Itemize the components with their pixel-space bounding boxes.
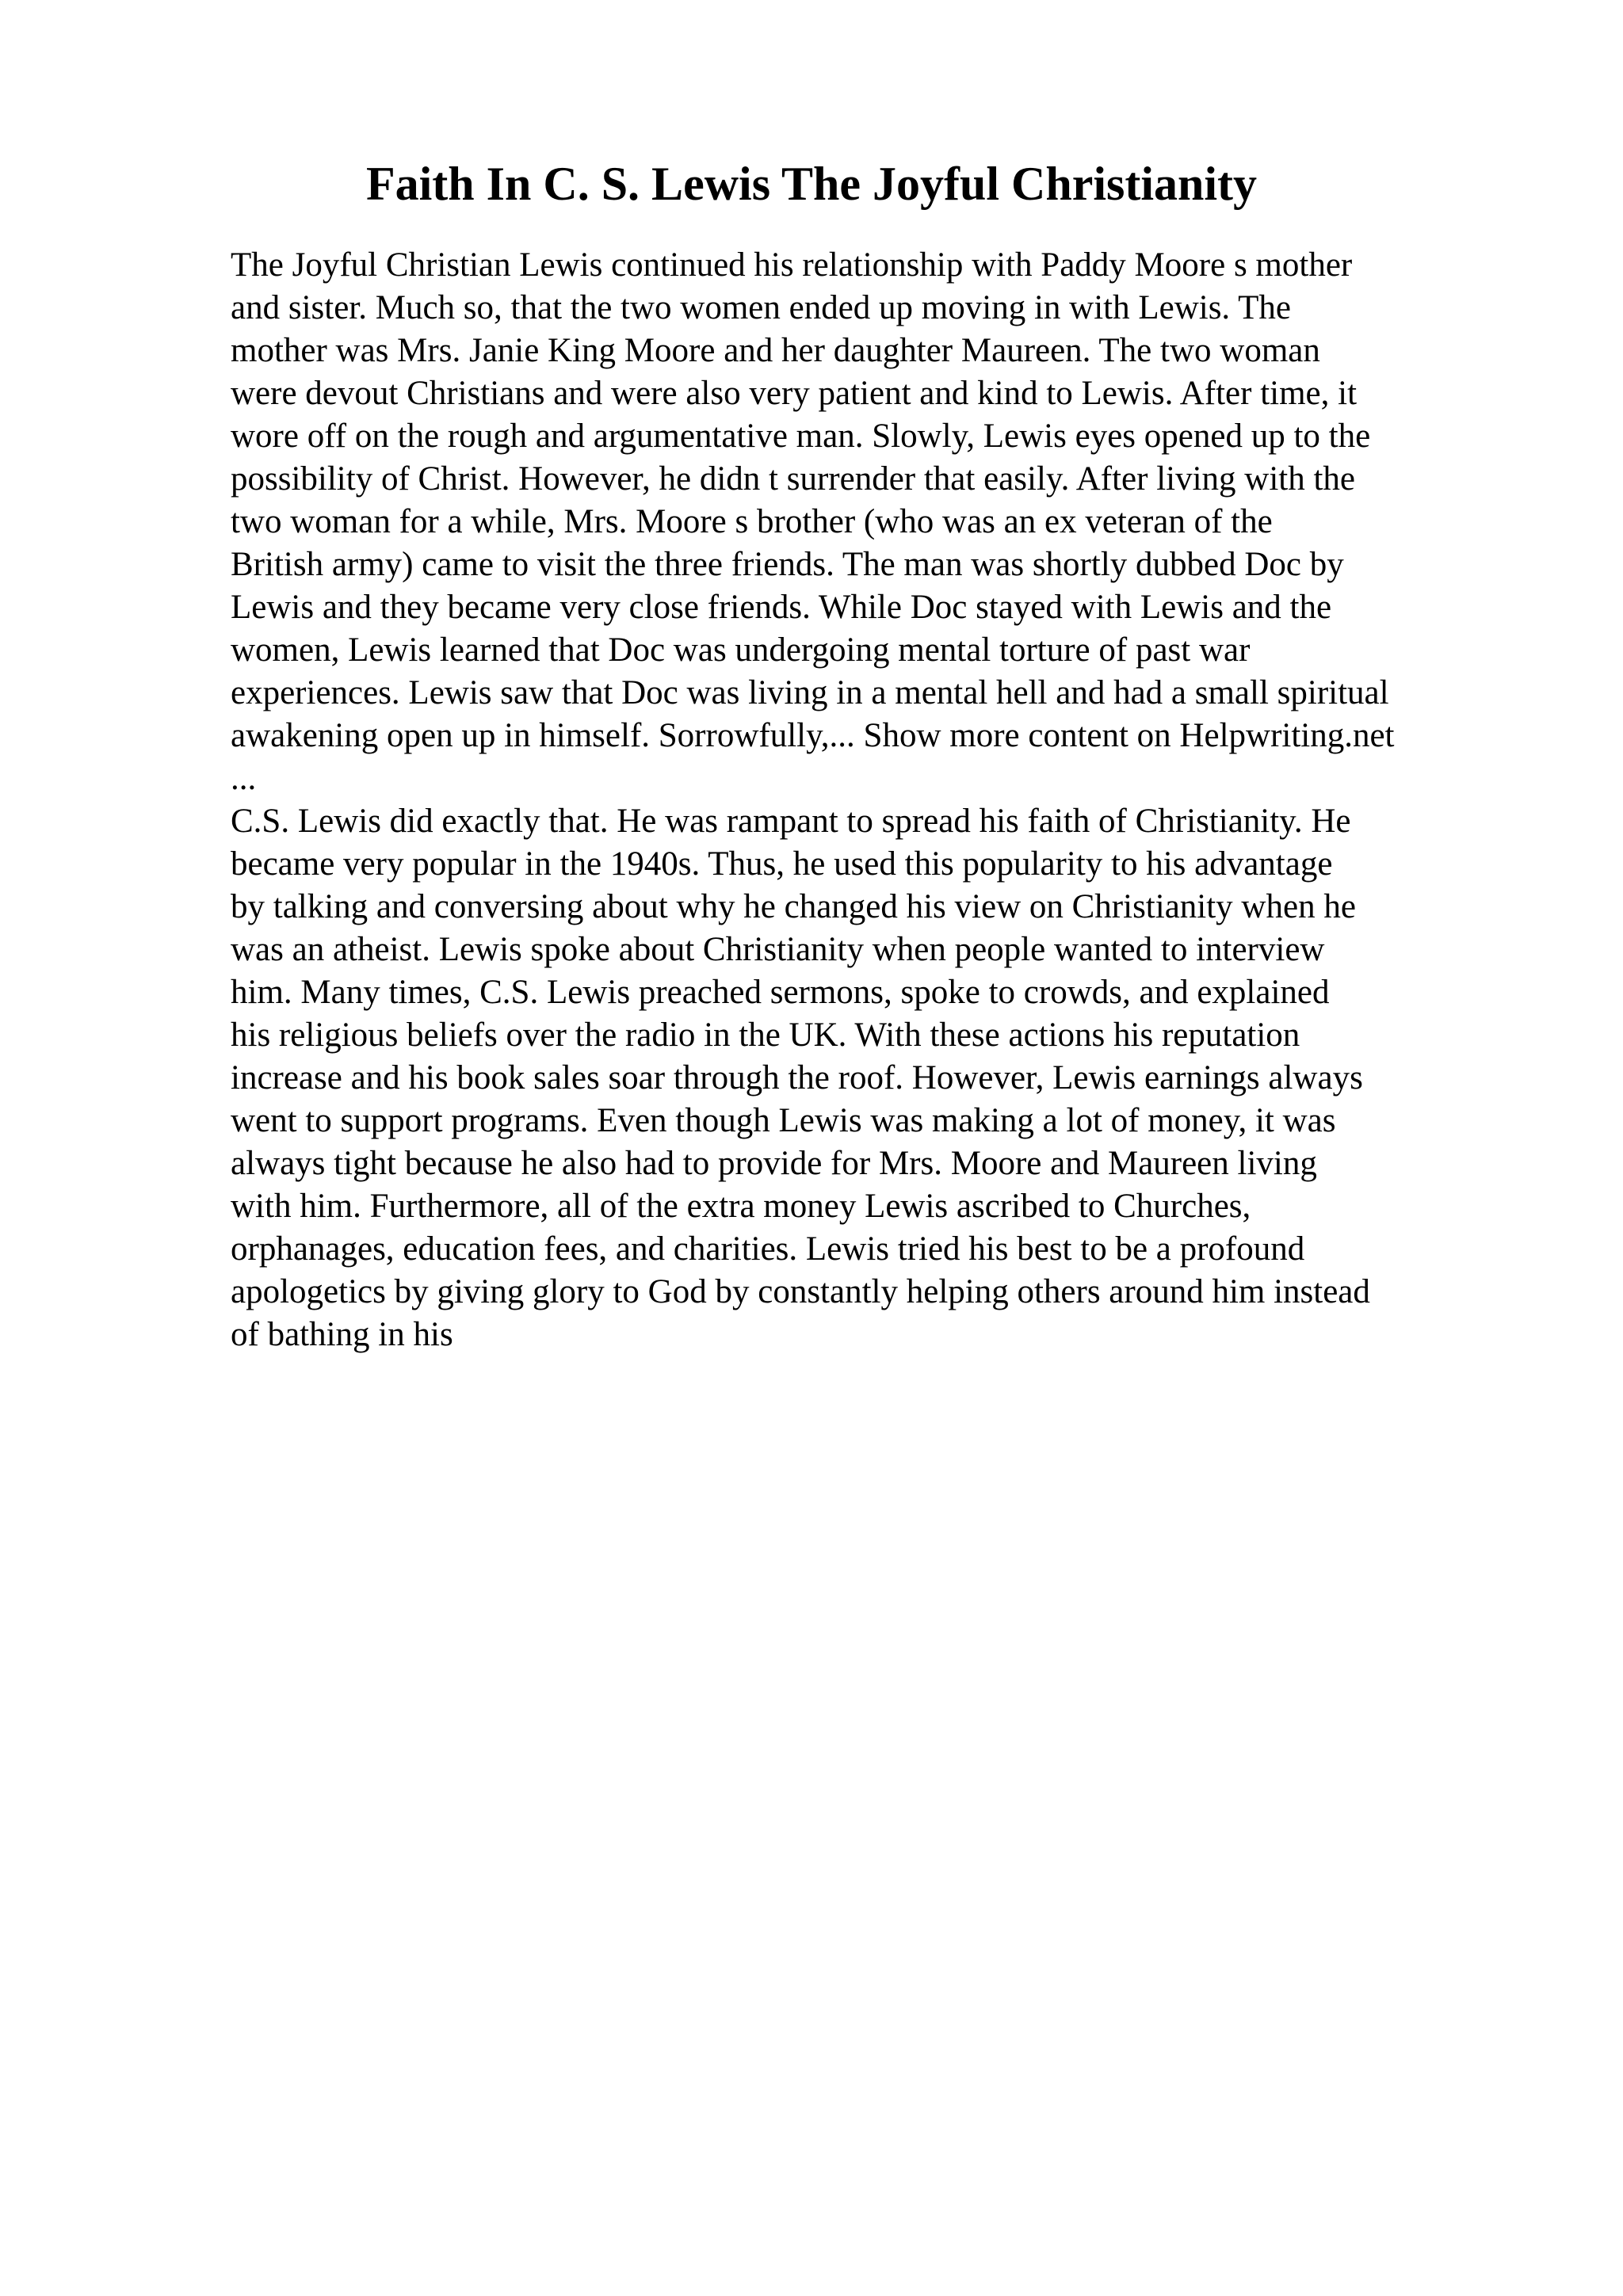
text-line: women, Lewis learned that Doc was undergoing mental torture of past war: [231, 631, 1251, 669]
text-line: became very popular in the 1940s. Thus, he used this popularity to his advantage: [231, 845, 1333, 883]
text-line: with him. Furthermore, all of the extra money Lewis ascribed to Churches,: [231, 1188, 1251, 1225]
text-line: increase and his book sales soar through the roof. However, Lewis earnings always: [231, 1059, 1363, 1097]
text-line: C.S. Lewis did exactly that. He was rampant to spread his faith of Christianity. He: [231, 803, 1351, 840]
text-line: ...: [231, 760, 257, 797]
text-line: mother was Mrs. Janie King Moore and her daughter Maureen. The two woman: [231, 332, 1320, 369]
text-line: apologetics by giving glory to God by constantly helping others around him instead: [231, 1273, 1370, 1310]
text-line: two woman for a while, Mrs. Moore s brother (who was an ex veteran of the: [231, 503, 1273, 540]
text-line: his religious beliefs over the radio in the UK. With these actions his reputation: [231, 1016, 1300, 1054]
text-line: wore off on the rough and argumentative man. Slowly, Lewis eyes opened up to the: [231, 418, 1371, 455]
text-line: by talking and conversing about why he changed his view on Christianity when he: [231, 888, 1356, 925]
text-line: were devout Christians and were also very patient and kind to Lewis. After time, it: [231, 375, 1358, 412]
text-line: experiences. Lewis saw that Doc was living in a mental hell and had a small spiritual: [231, 674, 1389, 711]
document-body: [231, 244, 1514, 1356]
document-title: Faith In C. S. Lewis The Joyful Christianity: [365, 158, 1258, 210]
text-line: awakening open up in himself. Sorrowfully,... Show more content on Helpwriting.net: [231, 717, 1395, 754]
text-line: British army) came to visit the three friends. The man was shortly dubbed Doc by: [231, 546, 1344, 583]
text-line: was an atheist. Lewis spoke about Christianity when people wanted to interview: [231, 931, 1325, 968]
text-line: orphanages, education fees, and charities. Lewis tried his best to be a profound: [231, 1230, 1305, 1268]
text-line: of bathing in his: [231, 1316, 453, 1353]
text-line: and sister. Much so, that the two women ended up moving in with Lewis. The: [231, 289, 1291, 326]
text-line: went to support programs. Even though Lewis was making a lot of money, it was: [231, 1102, 1336, 1139]
text-line: always tight because he also had to provide for Mrs. Moore and Maureen living: [231, 1145, 1317, 1182]
text-line: possibility of Christ. However, he didn t surrender that easily. After living with the: [231, 460, 1356, 498]
text-line: Lewis and they became very close friends. While Doc stayed with Lewis and the: [231, 589, 1332, 626]
text-line: him. Many times, C.S. Lewis preached sermons, spoke to crowds, and explained: [231, 974, 1330, 1011]
text-line: The Joyful Christian Lewis continued his relationship with Paddy Moore s mother: [231, 246, 1353, 284]
